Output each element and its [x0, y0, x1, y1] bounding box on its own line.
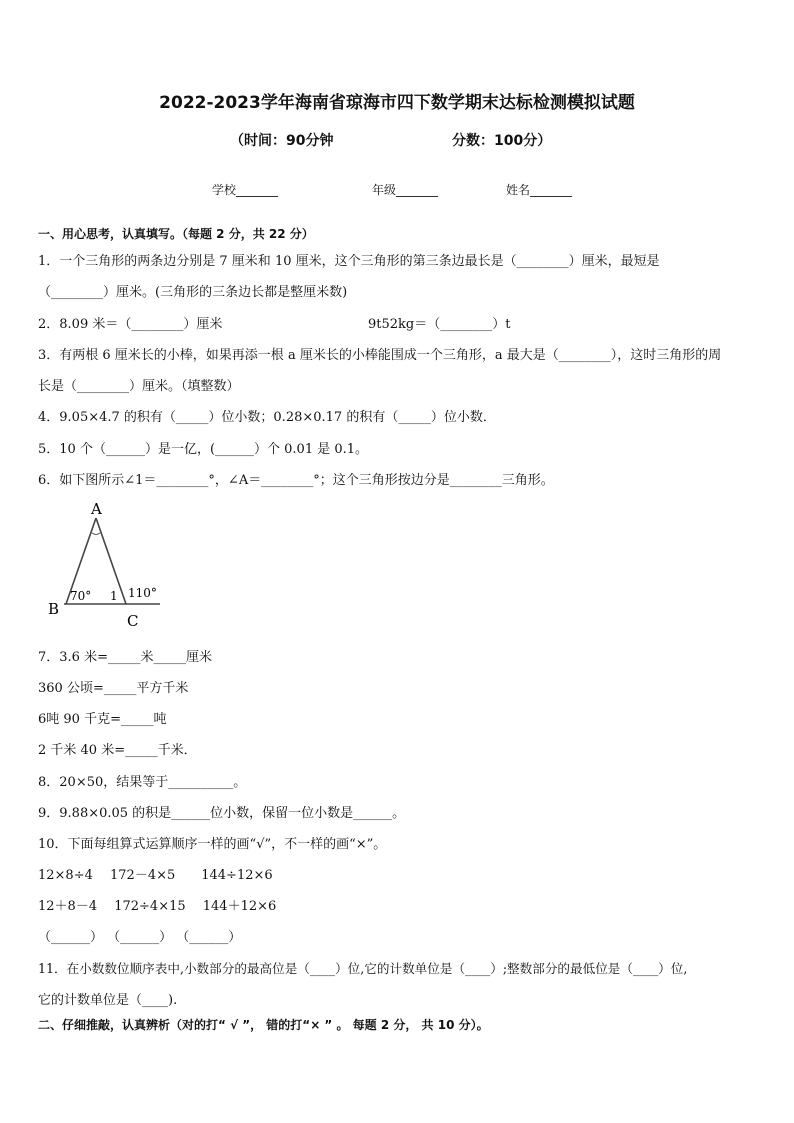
question-7-part-1: 7．3.6 米=_____米_____厘米	[38, 650, 212, 665]
exam-score: 分数：100分）	[452, 133, 552, 149]
name-field: 姓名_______	[506, 183, 573, 197]
question-11-line-1: 11．在小数数位顺序表中,小数部分的最高位是（____）位,它的计数单位是（____）;整数部分的最低位是（____）位,	[38, 961, 688, 976]
question-3-line-2: 长是（________）厘米。（填整数）	[38, 379, 240, 394]
angle-b-label: 70°	[70, 589, 92, 603]
vertex-b-label: B	[48, 600, 60, 618]
school-field: 学校_______	[212, 183, 279, 197]
grade-field: 年级_______	[372, 183, 439, 197]
question-7-part-3: 6吨 90 千克=_____吨	[38, 712, 167, 727]
question-2-part-2: 9t52kg＝（________）t	[368, 317, 511, 332]
question-1-line-2: （________）厘米。(三角形的三条边长都是整厘米数)	[38, 285, 348, 300]
question-3-line-1: 3．有两根 6 厘米长的小棒，如果再添一根 a 厘米长的小棒能围成一个三角形，a 最大是（________），这时三角形的周	[38, 348, 722, 363]
angle-1-label: 1	[110, 589, 118, 603]
question-7-part-4: 2 千米 40 米=_____千米．	[38, 743, 197, 758]
section-2-heading: 二、仔细推敲，认真辨析（对的打“ √ ”， 错的打“× ” 。 每题 2 分， 共 10 分）。	[38, 1018, 489, 1032]
question-10-row-2: 12＋8－4 172÷4×15 144＋12×6	[38, 899, 277, 914]
question-10-answer-row: （______） （______） （______）	[38, 930, 242, 945]
question-10-row-1: 12×8÷4 172－4×5 144÷12×6	[38, 868, 273, 883]
question-9: 9．9.88×0.05 的积是______位小数，保留一位小数是______。	[38, 806, 406, 821]
question-7-part-2: 360 公顷=_____平方千米	[38, 681, 189, 696]
angle-a-arc	[91, 532, 101, 535]
section-1-heading: 一、用心思考，认真填写。（每题 2 分，共 22 分）	[38, 227, 314, 241]
exam-meta	[0, 130, 794, 150]
question-4: 4．9.05×4.7 的积有（_____）位小数；0.28×0.17 的积有（_____）位小数．	[38, 410, 496, 425]
question-10: 10．下面每组算式运算顺序一样的画“√”，不一样的画“×”。	[38, 837, 387, 852]
question-11-line-2: 它的计数单位是（____).	[38, 993, 178, 1008]
question-2-part-1: 2．8.09 米＝（________）厘米	[38, 317, 223, 332]
student-info	[0, 181, 794, 201]
triangle-figure	[40, 496, 180, 636]
vertex-a-label: A	[91, 500, 102, 518]
question-6: 6．如下图所示∠1＝________°，∠A＝________°；这个三角形按边分是________三角形。	[38, 473, 554, 488]
question-5: 5．10 个（______）是一亿，(______）个 0.01 是 0.1。	[38, 442, 369, 457]
question-1-line-1: 1．一个三角形的两条边分别是 7 厘米和 10 厘米，这个三角形的第三条边最长是（________）厘米，最短是	[38, 254, 660, 269]
question-8: 8．20×50，结果等于__________。	[38, 775, 247, 790]
angle-exterior-label: 110°	[128, 586, 157, 600]
vertex-c-label: C	[127, 612, 139, 630]
exam-time: （时间：90分钟	[230, 133, 334, 149]
page-title: 2022-2023学年海南省琼海市四下数学期末达标检测模拟试题	[159, 93, 635, 113]
